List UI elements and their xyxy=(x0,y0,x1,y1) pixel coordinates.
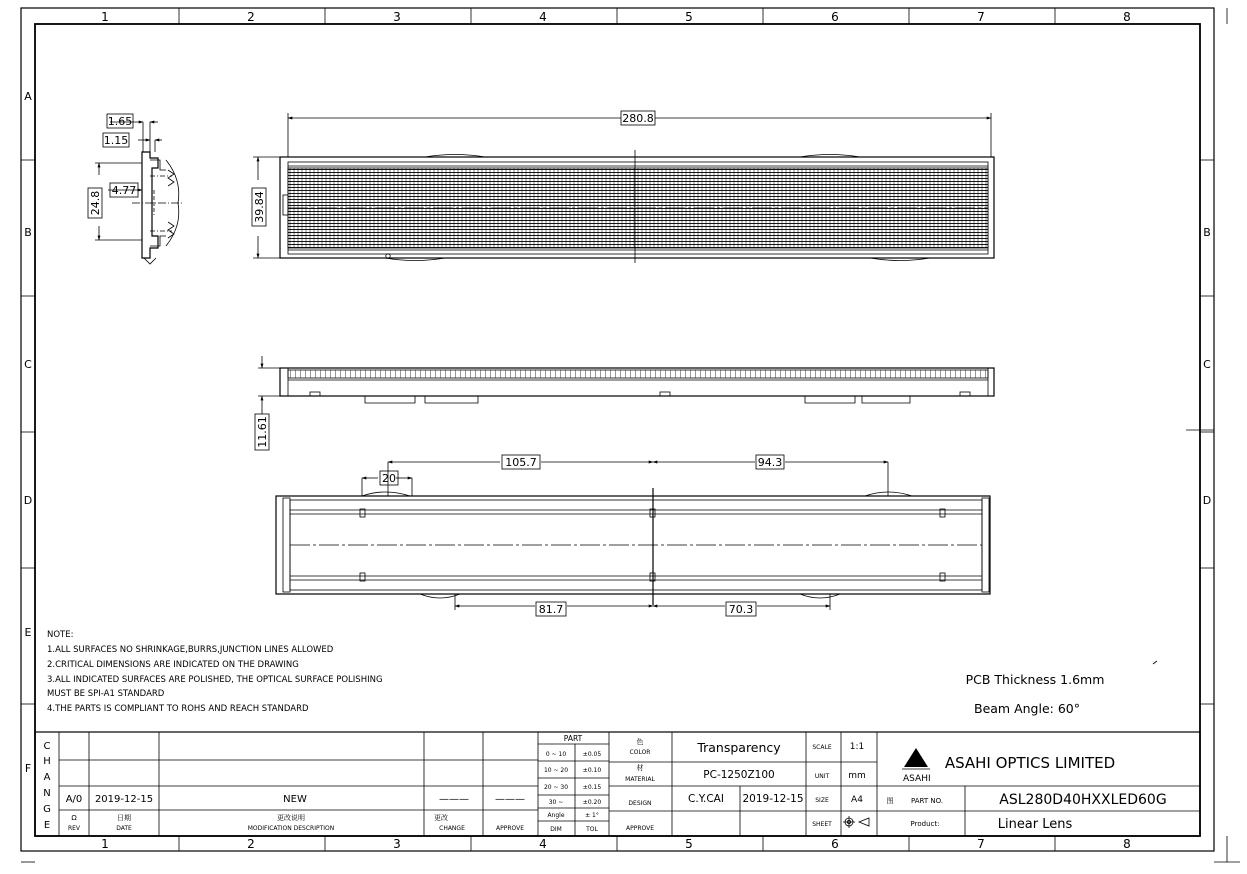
dimension-70-3: 70.3 xyxy=(728,603,754,616)
zone-col-1-bottom: 1 xyxy=(101,837,109,851)
sheet-label: SHEET xyxy=(812,821,832,828)
pcb-thickness-spec: PCB Thickness 1.6mm xyxy=(965,672,1105,687)
tol-range-3: 20 ~ 30 xyxy=(543,784,569,791)
dimension-24-8: 24.8 xyxy=(89,190,102,216)
note-line-1: 1.ALL SURFACES NO SHRINKAGE,BURRS,JUNCTION LINES ALLOWED xyxy=(47,645,334,655)
zone-col-4-bottom: 4 xyxy=(539,837,547,851)
zone-column-ticks xyxy=(179,8,1055,851)
approve-label: APPROVE xyxy=(625,825,655,832)
dimension-105-7: 105.7 xyxy=(505,456,537,469)
zone-row-e-left: E xyxy=(24,626,32,639)
note-line-3: 3.ALL INDICATED SURFACES ARE POLISHED, THE OPTICAL SURFACE POLISHING xyxy=(47,675,383,685)
change-cn-label: 更改 xyxy=(434,814,448,822)
asahi-logo-icon xyxy=(902,748,930,769)
dimension-width: 39.84 xyxy=(253,191,266,223)
desc-cn-label: 更改说明 xyxy=(277,814,305,822)
tol-value-3: ±0.15 xyxy=(582,784,602,791)
beam-angle-spec: Beam Angle: 60° xyxy=(974,701,1080,716)
change-letter-a: A xyxy=(43,772,51,783)
change-letter-c: C xyxy=(43,741,51,752)
zone-row-f-left: F xyxy=(24,762,32,775)
zone-col-7-bottom: 7 xyxy=(977,837,985,851)
tol-label: TOL xyxy=(586,826,598,833)
color-cn-label: 色 xyxy=(636,738,644,746)
zone-row-b-right: B xyxy=(1203,226,1211,239)
date-header: DATE xyxy=(116,825,132,832)
zone-col-2-bottom: 2 xyxy=(247,837,255,851)
description-header: MODIFICATION DESCRIPTION xyxy=(247,825,335,832)
notes-title: NOTE: xyxy=(47,630,74,640)
outer-border xyxy=(21,8,1214,851)
unit-value: mm xyxy=(848,771,866,781)
dimension-94-3: 94.3 xyxy=(757,456,783,469)
tol-value-2: ±0.10 xyxy=(582,767,602,774)
change-header: CHANGE xyxy=(439,825,465,832)
approve-header: APPROVE xyxy=(495,825,525,832)
designer-name: C.Y.CAI xyxy=(688,793,724,805)
revision-approve-dash: ——— xyxy=(495,794,525,805)
product-label: Product: xyxy=(910,820,940,828)
unit-label: UNIT xyxy=(814,773,830,780)
zone-row-c-left: C xyxy=(24,358,32,371)
note-line-4: MUST BE SPI-A1 STANDARD xyxy=(47,689,165,699)
notes-block xyxy=(47,630,383,714)
zone-col-5-bottom: 5 xyxy=(685,837,693,851)
change-letter-n: N xyxy=(43,788,51,799)
revision-date: 2019-12-15 xyxy=(94,794,154,805)
note-line-2: 2.CRITICAL DIMENSIONS ARE INDICATED ON THE DRAWING xyxy=(47,660,299,670)
color-value: Transparency xyxy=(697,740,781,755)
material-value: PC-1250Z100 xyxy=(703,769,775,781)
change-letter-h: H xyxy=(43,756,51,767)
dimension-4-77: 4.77 xyxy=(111,184,137,197)
design-date: 2019-12-15 xyxy=(742,793,804,805)
tol-range-4: 30 ~ xyxy=(548,799,564,806)
zone-col-4-top: 4 xyxy=(539,10,547,24)
dimension-height: 11.61 xyxy=(256,416,269,448)
size-label: SIZE xyxy=(815,797,829,804)
rev-cn-label: Ω xyxy=(71,814,77,822)
zone-col-3-bottom: 3 xyxy=(393,837,401,851)
tol-value-1: ±0.05 xyxy=(582,751,602,758)
zone-col-8-top: 8 xyxy=(1123,10,1131,24)
zone-col-5-top: 5 xyxy=(685,10,693,24)
side-view xyxy=(258,356,994,414)
dimension-1-65: 1.65 xyxy=(107,115,133,128)
zone-col-6-top: 6 xyxy=(831,10,839,24)
dimension-overall-length: 280.8 xyxy=(622,112,654,125)
dimension-1-15: 1.15 xyxy=(103,134,129,147)
zone-col-1-top: 1 xyxy=(101,10,109,24)
dimension-20: 20 xyxy=(382,472,396,485)
zone-row-d-left: D xyxy=(23,494,33,507)
tol-range-1: 0 ~ 10 xyxy=(545,751,567,758)
revision-code: A/0 xyxy=(65,794,83,805)
dim-label: DIM xyxy=(550,826,562,833)
dimension-81-7: 81.7 xyxy=(538,603,564,616)
product-value: Linear Lens xyxy=(997,817,1073,832)
zone-row-b-left: B xyxy=(24,226,32,239)
color-label: COLOR xyxy=(629,749,651,756)
tol-range-angle: Angle xyxy=(547,812,565,819)
revision-change-dash: ——— xyxy=(439,794,469,805)
zone-row-a-left: A xyxy=(24,90,32,103)
zone-row-d-right: D xyxy=(1202,494,1212,507)
change-letter-e: E xyxy=(43,820,51,831)
part-no-cn-label: 图 xyxy=(886,797,894,805)
scale-value: 1:1 xyxy=(849,742,865,752)
revision-description: NEW xyxy=(283,794,307,805)
zone-col-3-top: 3 xyxy=(393,10,401,24)
top-view xyxy=(253,113,994,263)
projection-symbol-icon xyxy=(843,816,869,828)
material-label: MATERIAL xyxy=(625,776,655,783)
part-number-value: ASL280D40HXXLED60G xyxy=(999,792,1167,808)
rev-header: REV xyxy=(67,825,81,832)
zone-col-8-bottom: 8 xyxy=(1123,837,1131,851)
note-line-5: 4.THE PARTS IS COMPLIANT TO ROHS AND REACH STANDARD xyxy=(47,704,309,714)
logo-text: ASAHI xyxy=(903,774,931,784)
design-label: DESIGN xyxy=(628,800,652,807)
part-no-label: PART NO. xyxy=(910,797,944,805)
change-letter-g: G xyxy=(43,804,51,815)
zone-row-c-right: C xyxy=(1203,358,1211,371)
tolerance-header: PART xyxy=(563,734,583,743)
zone-col-6-bottom: 6 xyxy=(831,837,839,851)
material-cn-label: 材 xyxy=(636,764,644,772)
tol-value-angle: ± 1° xyxy=(585,812,599,819)
company-name: ASAHI OPTICS LIMITED xyxy=(944,754,1116,772)
zone-col-7-top: 7 xyxy=(977,10,985,24)
zone-col-2-top: 2 xyxy=(247,10,255,24)
size-value: A4 xyxy=(851,795,863,805)
scale-label: SCALE xyxy=(812,744,832,751)
tol-range-2: 10 ~ 20 xyxy=(543,767,569,774)
tol-value-4: ±0.20 xyxy=(582,799,602,806)
date-cn-label: 日期 xyxy=(117,814,131,822)
